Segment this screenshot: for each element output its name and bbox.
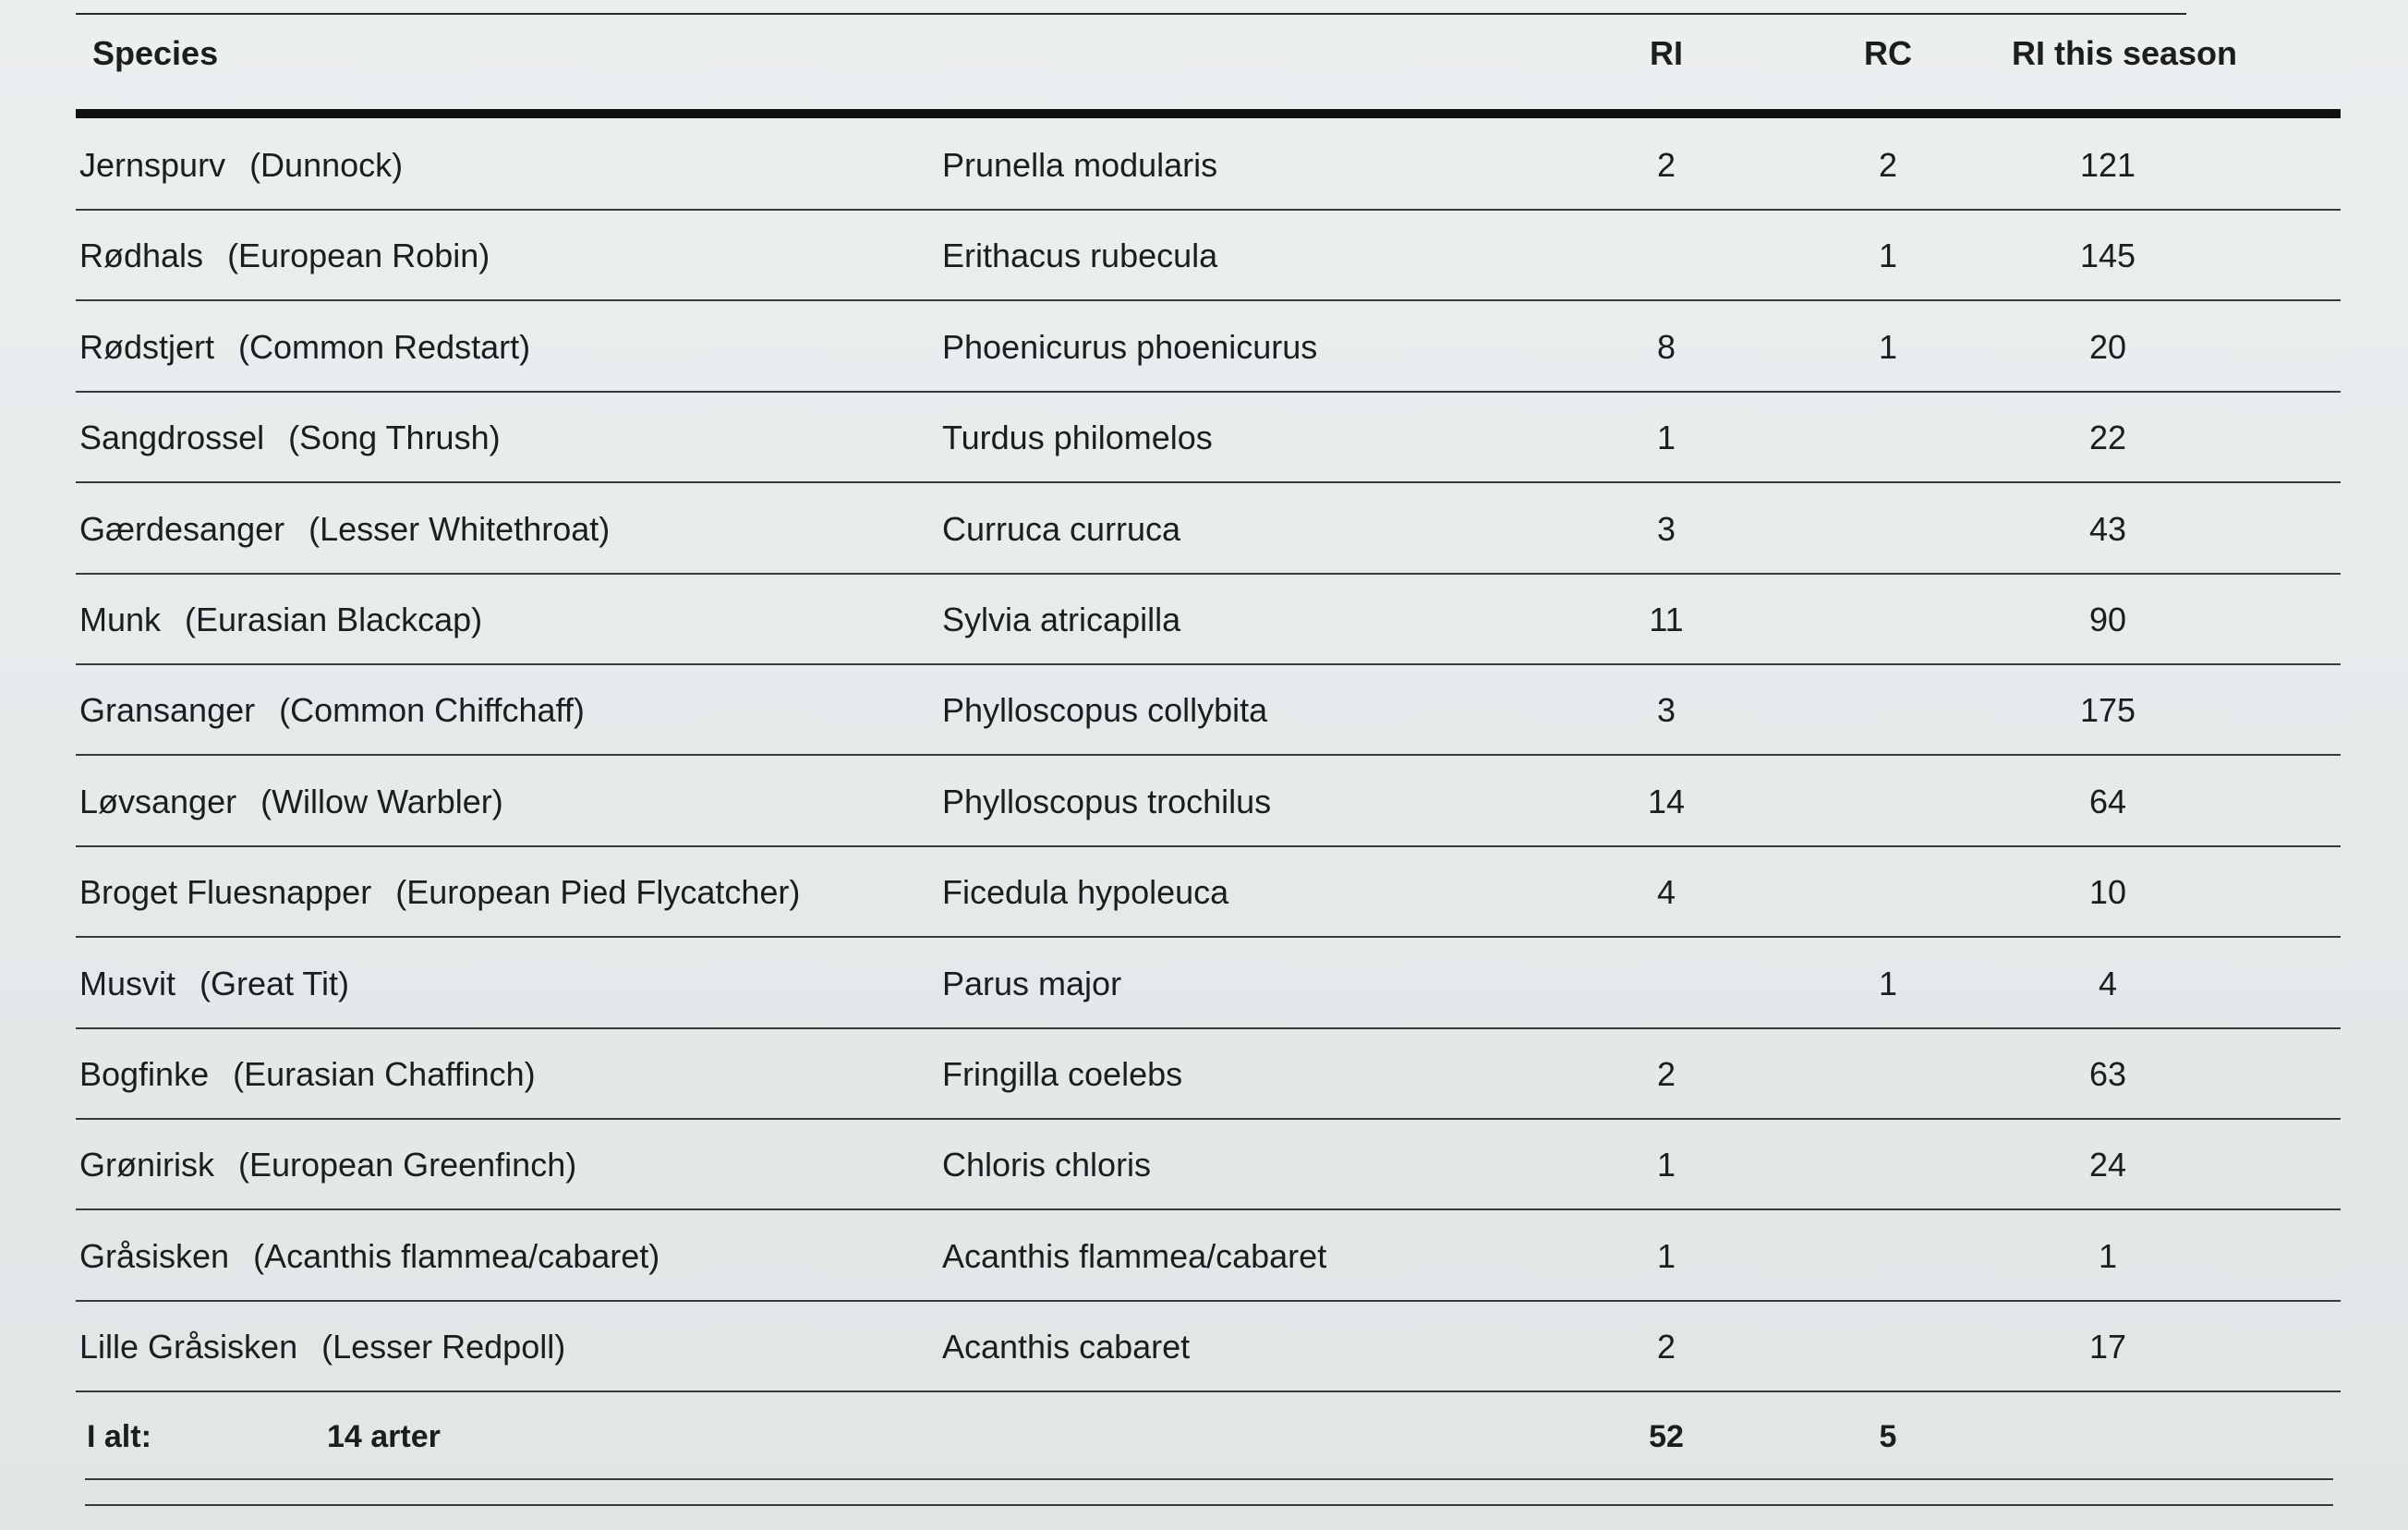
english-name: (Dunnock) (249, 146, 404, 184)
total-row (76, 1393, 2341, 1484)
species-name-cell (79, 757, 503, 847)
row-rule (76, 1390, 2341, 1392)
english-name: (European Robin) (227, 237, 490, 275)
rc-count (1796, 575, 1980, 665)
scientific-name: Phylloscopus collybita (942, 691, 1268, 730)
ri-season-count: 10 (2088, 873, 2127, 912)
danish-name: Jernspurv (79, 146, 226, 184)
rc-count (1796, 393, 1980, 483)
header-rc: RC (1864, 34, 1912, 72)
ri-season-count: 4 (2098, 964, 2118, 1002)
total-rc: 5 (1879, 1419, 1897, 1454)
species-name-cell (79, 120, 403, 211)
rc-count (1796, 1029, 1980, 1120)
ri-season-count: 17 (2088, 1328, 2127, 1366)
scientific-name: Fringilla coelebs (942, 1055, 1183, 1093)
english-name: (Common Redstart) (238, 327, 531, 366)
english-name: (Eurasian Blackcap) (185, 601, 483, 638)
ri-count: 2 (1656, 1328, 1676, 1366)
danish-name: Gærdesanger (79, 509, 285, 548)
ri-count: 2 (1656, 146, 1676, 184)
scientific-name: Phoenicurus phoenicurus (942, 327, 1318, 366)
rc-count: 1 (1878, 327, 1898, 366)
bottom-rule (85, 1478, 2333, 1480)
ri-count: 3 (1656, 691, 1676, 730)
species-name-cell (79, 211, 490, 301)
total-ri: 52 (1649, 1419, 1684, 1454)
scientific-name: Erithacus rubecula (942, 237, 1218, 275)
english-name: (European Greenfinch) (238, 1146, 577, 1184)
ri-count: 1 (1656, 1236, 1676, 1275)
ri-count: 3 (1656, 509, 1676, 548)
danish-name: Musvit (79, 964, 176, 1002)
english-name: (European Pied Flycatcher) (395, 873, 801, 912)
english-name: (Eurasian Chaffinch) (233, 1055, 536, 1093)
danish-name: Rødstjert (79, 327, 215, 366)
rc-count: 1 (1878, 237, 1898, 275)
rc-count (1796, 1120, 1980, 1210)
rc-count: 2 (1878, 146, 1898, 184)
table-row (76, 757, 2341, 847)
rc-count (1796, 757, 1980, 847)
scientific-name: Curruca curruca (942, 509, 1181, 548)
english-name: (Acanthis flammea/cabaret) (253, 1236, 660, 1275)
danish-name: Grønirisk (79, 1146, 214, 1184)
table-row (76, 393, 2341, 483)
ri-season-count: 145 (2079, 237, 2136, 275)
ri-count: 11 (1649, 601, 1684, 638)
header-rule (76, 109, 2341, 118)
english-name: (Lesser Whitethroat) (309, 509, 611, 548)
table-row (76, 211, 2341, 301)
ri-count: 1 (1656, 1146, 1676, 1184)
table-row (76, 665, 2341, 756)
scientific-name: Prunella modularis (942, 146, 1218, 184)
header-species: Species (92, 34, 219, 72)
ri-count (1574, 939, 1759, 1029)
scientific-name: Turdus philomelos (942, 419, 1213, 457)
top-border (76, 13, 2186, 15)
rc-count (1796, 484, 1980, 575)
ri-count: 2 (1656, 1055, 1676, 1093)
ri-count: 8 (1656, 327, 1676, 366)
table-row (76, 1029, 2341, 1120)
table-row (76, 847, 2341, 938)
english-name: (Song Thrush) (288, 419, 501, 457)
rc-count (1796, 1211, 1980, 1302)
table-row (76, 1302, 2341, 1392)
scientific-name: Acanthis flammea/cabaret (942, 1236, 1327, 1275)
ri-season-count: 64 (2088, 782, 2127, 820)
rc-count: 1 (1878, 964, 1898, 1002)
ri-count: 4 (1656, 873, 1676, 912)
total-species-count: 14 arter (327, 1419, 441, 1454)
danish-name: Løvsanger (79, 782, 237, 820)
english-name: (Great Tit) (200, 964, 350, 1002)
ri-season-count: 24 (2088, 1146, 2127, 1184)
danish-name: Gransanger (79, 691, 256, 730)
ri-season-count: 90 (2088, 601, 2127, 638)
table-row (76, 302, 2341, 393)
rc-count (1796, 665, 1980, 756)
danish-name: Lille Gråsisken (79, 1328, 298, 1366)
scientific-name: Sylvia atricapilla (942, 601, 1181, 638)
ri-count: 14 (1647, 782, 1686, 820)
species-name-cell (79, 484, 610, 575)
scientific-name: Acanthis cabaret (942, 1328, 1191, 1366)
species-name-cell (79, 1120, 576, 1210)
species-name-cell (79, 302, 530, 393)
species-name-cell (79, 1211, 659, 1302)
ri-count: 1 (1656, 419, 1676, 457)
table-row (76, 1120, 2341, 1210)
species-name-cell (79, 847, 800, 938)
danish-name: Rødhals (79, 237, 204, 275)
species-name-cell (79, 393, 501, 483)
header-ri: RI (1650, 34, 1683, 72)
total-label: I alt: (87, 1419, 151, 1454)
table-row (76, 1211, 2341, 1302)
ri-season-count: 1 (2098, 1236, 2118, 1275)
rc-count (1796, 1302, 1980, 1392)
ri-season-count: 43 (2088, 509, 2127, 548)
table-row (76, 484, 2341, 575)
species-name-cell (79, 939, 349, 1029)
scientific-name: Phylloscopus trochilus (942, 782, 1272, 820)
english-name: (Willow Warbler) (260, 782, 503, 820)
header-ri-season: RI this season (2011, 34, 2238, 72)
english-name: (Lesser Redpoll) (321, 1328, 566, 1366)
table-row (76, 575, 2341, 665)
scientific-name: Chloris chloris (942, 1146, 1152, 1184)
ri-season-count: 121 (2079, 146, 2136, 184)
danish-name: Sangdrossel (79, 419, 265, 457)
species-name-cell (79, 1302, 565, 1392)
ri-count (1574, 211, 1759, 301)
species-name-cell (79, 575, 482, 665)
species-name-cell (79, 665, 585, 756)
table-row (76, 120, 2341, 211)
scientific-name: Ficedula hypoleuca (942, 873, 1229, 912)
danish-name: Gråsisken (79, 1236, 230, 1275)
danish-name: Broget Fluesnapper (79, 873, 372, 912)
table-row (76, 939, 2341, 1029)
ri-season-count: 20 (2088, 327, 2127, 366)
bottom-rule-double (85, 1504, 2333, 1506)
english-name: (Common Chiffchaff) (279, 691, 585, 730)
danish-name: Bogfinke (79, 1055, 210, 1093)
ri-season-count: 175 (2079, 691, 2136, 730)
ri-season-count: 63 (2088, 1055, 2127, 1093)
species-name-cell (79, 1029, 536, 1120)
ri-season-count: 22 (2088, 419, 2127, 457)
scientific-name: Parus major (942, 964, 1122, 1002)
danish-name: Munk (79, 601, 162, 638)
rc-count (1796, 847, 1980, 938)
